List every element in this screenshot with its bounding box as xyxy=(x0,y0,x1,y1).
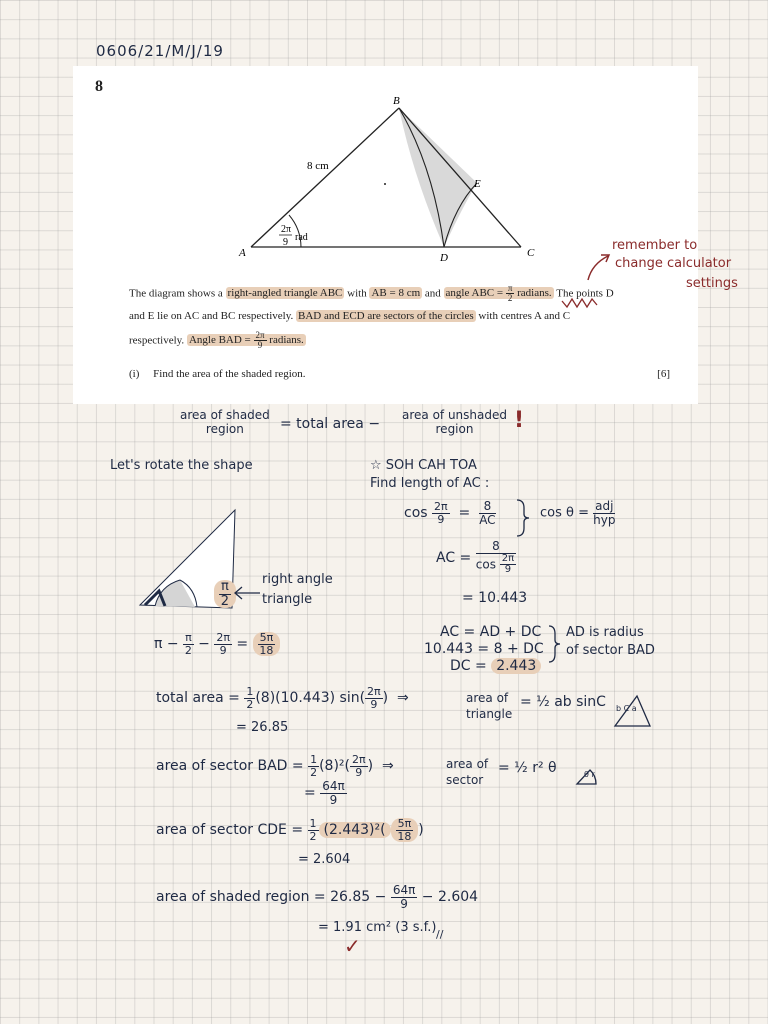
label-c: C xyxy=(527,247,535,259)
ac-value: = 10.443 xyxy=(462,590,528,606)
sector-area-label: area of sector xyxy=(446,757,489,787)
double-bar: // xyxy=(436,928,444,941)
cos-equation: cos $\frac{2\pi}{9}$ = $\frac{8}{AC}$ xyxy=(404,499,496,527)
sector-cde-line: area of sector CDE = $\frac{1}{2}$ (2.443)²( $\frac{5\pi}{18}$ ) xyxy=(156,817,424,843)
soh-cah-toa: ☆ SOH CAH TOA xyxy=(370,458,477,473)
exclamation: ! xyxy=(514,408,525,433)
total-area-line: total area = $\frac{1}{2}$ (8)(10.443) sin( $\frac{2\pi}{9}$ ) ⇒ xyxy=(156,685,409,711)
unshaded-label: area of unshaded region xyxy=(402,408,507,436)
curly-brace-icon xyxy=(514,498,532,538)
question-card xyxy=(73,66,698,404)
ad-radius-note: AD is radius of sector BAD xyxy=(566,625,655,658)
sector-bad-value: = $\frac{64\pi}{9}$ xyxy=(304,779,345,807)
sector-area-formula: = ½ r² θ xyxy=(498,760,557,776)
rotate-note: Let's rotate the shape xyxy=(110,458,253,473)
total-area-value: = 26.85 xyxy=(236,720,289,735)
reminder-line-3: settings xyxy=(686,276,738,291)
reminder-line-1: remember to xyxy=(612,238,698,253)
right-angle-note: right angle triangle xyxy=(262,572,333,607)
label-d: D xyxy=(440,252,448,264)
angle-calc: π − $\frac{\pi}{2}$ − $\frac{2\pi}{9}$ = $\frac{5\pi}{18}$ xyxy=(154,632,280,656)
cos-theta-def: cos θ = $\frac{\text{adj}}{\text{hyp}}$ xyxy=(540,499,616,527)
final-answer: = 1.91 cm² (3 s.f.) xyxy=(318,920,437,935)
label-e: E xyxy=(474,178,481,190)
ac-formula: AC = 8 cos $\frac{2\pi}{9}$ xyxy=(436,539,515,576)
sector-bad-line: area of sector BAD = $\frac{1}{2}$ (8)²( $\frac{2\pi}{9}$ ) ⇒ xyxy=(156,753,394,779)
question-line-1: The diagram shows a right-angled triangle ABC with AB = 8 cm and angle ABC = $\frac{\pi}{2}$ radians. The points D xyxy=(129,283,614,304)
find-ac: Find length of AC : xyxy=(370,476,490,491)
question-part: (i) Find the area of the shaded region. xyxy=(129,368,306,380)
curly-brace-icon xyxy=(546,624,562,664)
question-line-3: respectively. Angle BAD = $\frac{2\pi}{9}$ radians. xyxy=(129,330,304,351)
squiggle-underline-icon xyxy=(560,296,600,310)
shaded-label: area of shaded region xyxy=(180,408,270,436)
triangle-diagram xyxy=(73,66,698,271)
triangle-area-formula: = ½ ab sinC xyxy=(520,694,606,710)
sector-icon-labels: θ r xyxy=(584,770,595,779)
angle-unit: rad xyxy=(295,232,308,243)
angle-num: 2π xyxy=(281,224,292,235)
triangle-icon-labels: b C a xyxy=(616,704,637,713)
ac-line-2: 10.443 = 8 + DC xyxy=(424,641,544,657)
sector-cde-value: = 2.604 xyxy=(298,852,351,867)
label-a: A xyxy=(239,247,246,259)
equals-total: = total area − xyxy=(280,416,381,432)
ac-line-1: AC = AD + DC xyxy=(440,624,542,640)
paper-code: 0606/21/M/J/19 xyxy=(96,42,224,60)
arrow-left-icon xyxy=(232,585,262,601)
triangle-area-label: area of triangle xyxy=(466,691,513,721)
reminder-line-2: change calculator xyxy=(615,256,732,271)
question-line-2: and E lie on AC and BC respectively. BAD and ECD are sectors of the circles with centres A and C xyxy=(129,310,571,322)
rotated-right-angle-label: $\frac{\pi}{2}$ xyxy=(214,580,236,608)
side-ab-label: 8 cm xyxy=(307,160,329,172)
label-b: B xyxy=(393,95,400,107)
shaded-region-line: area of shaded region = 26.85 − $\frac{64\pi}{9}$ − 2.604 xyxy=(156,883,479,911)
ac-line-3: DC = 2.443 xyxy=(450,658,541,674)
marks: [6] xyxy=(657,368,670,380)
angle-den: 9 xyxy=(283,237,288,248)
tick-icon: ✓ xyxy=(344,934,361,958)
question-number: 8 xyxy=(95,78,103,95)
